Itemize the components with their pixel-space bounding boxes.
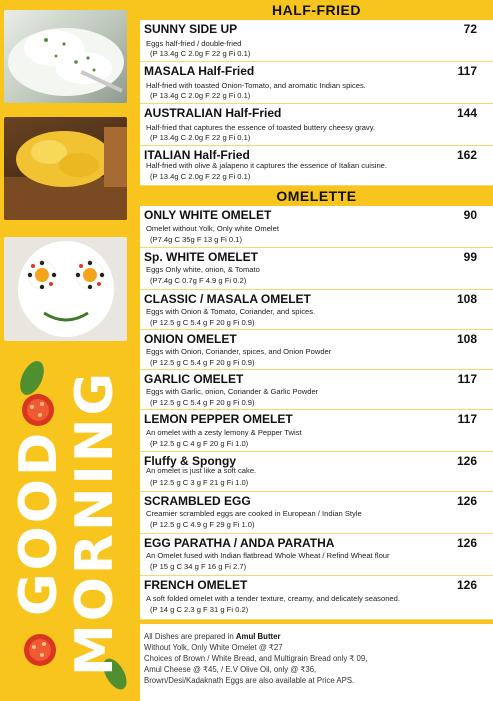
menu-notes — [140, 624, 493, 701]
menu-item — [140, 146, 493, 186]
item-name: ITALIAN Half-Fried — [144, 148, 250, 162]
item-nutrition: (P 14 g C 2.3 g F 31 g Fi 0.2) — [150, 605, 249, 614]
item-name: ONLY WHITE OMELET — [144, 208, 272, 222]
menu-item — [140, 248, 493, 290]
menu-item — [140, 452, 493, 492]
item-name: LEMON PEPPER OMELET — [144, 412, 293, 426]
item-price: 108 — [456, 292, 477, 306]
item-price: 117 — [457, 64, 477, 78]
note-text: All Dishes are prepared in — [144, 632, 236, 641]
item-description: Eggs with Onion, Coriander, spices, and Onion Powder — [146, 347, 332, 356]
item-description: Eggs with Onion & Tomato, Coriander, and spices. — [146, 307, 316, 316]
item-name: SCRAMBLED EGG — [144, 494, 251, 508]
menu-panel — [140, 0, 493, 701]
item-nutrition: (P 12.5 g C 5.4 g F 20 g Fi 0.9) — [150, 398, 255, 407]
menu-item — [140, 330, 493, 370]
item-price: 90 — [463, 208, 477, 222]
item-name: MASALA Half-Fried — [144, 64, 255, 78]
item-nutrition: (P 13.4g C 2.0g F 22 g Fi 0.1) — [150, 172, 251, 181]
item-price: 144 — [456, 106, 477, 120]
item-description: An omelet is just like a soft cake. — [146, 466, 257, 475]
item-name: Fluffy & Spongy — [144, 454, 236, 468]
item-description: Creamier scrambled eggs are cooked in European / Indian Style — [146, 509, 362, 518]
item-price: 162 — [456, 148, 477, 162]
greeting-text — [11, 369, 123, 675]
item-name: SUNNY SIDE UP — [144, 22, 238, 36]
item-name: CLASSIC / MASALA OMELET — [144, 292, 311, 306]
item-name: Sp. WHITE OMELET — [144, 250, 258, 264]
item-nutrition: (P7.4g C 0.7g F 4.9 g Fi 0.2) — [150, 276, 247, 285]
item-price: 117 — [457, 412, 477, 426]
menu-item — [140, 410, 493, 452]
menu-item — [140, 534, 493, 576]
item-name: EGG PARATHA / ANDA PARATHA — [144, 536, 335, 550]
item-price: 108 — [456, 332, 477, 346]
menu-item — [140, 290, 493, 330]
item-nutrition: (P 12.5 g C 3 g F 21 g Fi 1.0) — [150, 478, 249, 487]
item-description: Half-fried with toasted Onion-Tomato, and aromatic Indian spices. — [146, 81, 366, 90]
item-name: AUSTRALIAN Half-Fried — [144, 106, 282, 120]
menu-item — [140, 370, 493, 410]
menu-item — [140, 62, 493, 104]
item-price: 126 — [456, 494, 477, 508]
item-price: 126 — [456, 578, 477, 592]
item-price: 126 — [456, 536, 477, 550]
note-brand: Amul Butter — [235, 632, 281, 641]
scrambled-eggs-toast-photo — [4, 117, 127, 220]
item-description: Eggs Only white, onion, & Tomato — [146, 265, 260, 274]
item-nutrition: (P 12.5 g C 4 g F 20 g Fi 1.0) — [150, 439, 249, 448]
fried-eggs-photo — [4, 10, 127, 103]
note-line: Amul Cheese @ ₹45, / E.V Olive Oil, only @ ₹36, — [144, 665, 317, 674]
item-description: Eggs half-fried / double-fried — [146, 39, 242, 48]
item-name: GARLIC OMELET — [144, 372, 244, 386]
item-nutrition: (P 12.5 g C 5.4 g F 20 g Fi 0.9) — [150, 358, 255, 367]
egg-flowers-plate-photo — [4, 237, 127, 341]
item-nutrition: (P 13.4g C 2.0g F 22 g Fi 0.1) — [150, 133, 251, 142]
item-name: FRENCH OMELET — [144, 578, 248, 592]
item-nutrition: (P 13.4g C 2.0g F 22 g Fi 0.1) — [150, 91, 251, 100]
item-price: 126 — [456, 454, 477, 468]
item-nutrition: (P 12.5 g C 4.9 g F 29 g Fi 1.0) — [150, 520, 255, 529]
menu-item — [140, 20, 493, 62]
menu-item — [140, 206, 493, 248]
item-price: 117 — [457, 372, 477, 386]
item-price: 99 — [463, 250, 477, 264]
greeting-wrap — [2, 350, 132, 695]
note-line: Without Yolk, Only White Omelet @ ₹27 — [144, 643, 283, 652]
menu-item — [140, 576, 493, 620]
item-description: A soft folded omelet with a tender texture, creamy, and delicately seasoned. — [146, 594, 400, 603]
item-description: Half-fried that captures the essence of toasted buttery cheesy gravy. — [146, 123, 376, 132]
note-line — [144, 631, 489, 642]
item-nutrition: (P 13.4g C 2.0g F 22 g Fi 0.1) — [150, 49, 251, 58]
item-description: An Omelet fused with Indian flatbread Whole Wheat / Refind Wheat flour — [146, 551, 390, 560]
item-price: 72 — [463, 22, 477, 36]
greeting-line-1: GOOD — [9, 429, 69, 616]
item-name: ONION OMELET — [144, 332, 237, 346]
item-nutrition: (P7.4g C 35g F 13 g Fi 0.1) — [150, 235, 243, 244]
item-description: Omelet without Yolk, Only white Omelet — [146, 224, 279, 233]
section-title-omelette: OMELETTE — [276, 188, 357, 204]
greeting-line-2: MORNING — [65, 369, 125, 676]
item-nutrition: (P 15 g C 34 g F 16 g Fi 2.7) — [150, 562, 247, 571]
item-description: Eggs with Garlic, onion, Coriander & Garlic Powder — [146, 387, 319, 396]
left-panel — [0, 0, 135, 701]
item-nutrition: (P 12.5 g C 5.4 g F 20 g Fi 0.9) — [150, 318, 255, 327]
note-line: Choices of Brown / White Bread, and Multigrain Bread only ₹ 09, — [144, 654, 368, 663]
note-line: Brown/Desi/Kadaknath Eggs are also available at Price APS. — [144, 676, 355, 685]
item-description: Half-fried with olive & jalapeno it captures the essence of Italian cuisine. — [146, 161, 388, 170]
item-description: An omelet with a zesty lemony & Pepper Twist — [146, 428, 302, 437]
section-title-half-fried: HALF-FRIED — [272, 2, 361, 18]
menu-item — [140, 104, 493, 146]
menu-item — [140, 492, 493, 534]
